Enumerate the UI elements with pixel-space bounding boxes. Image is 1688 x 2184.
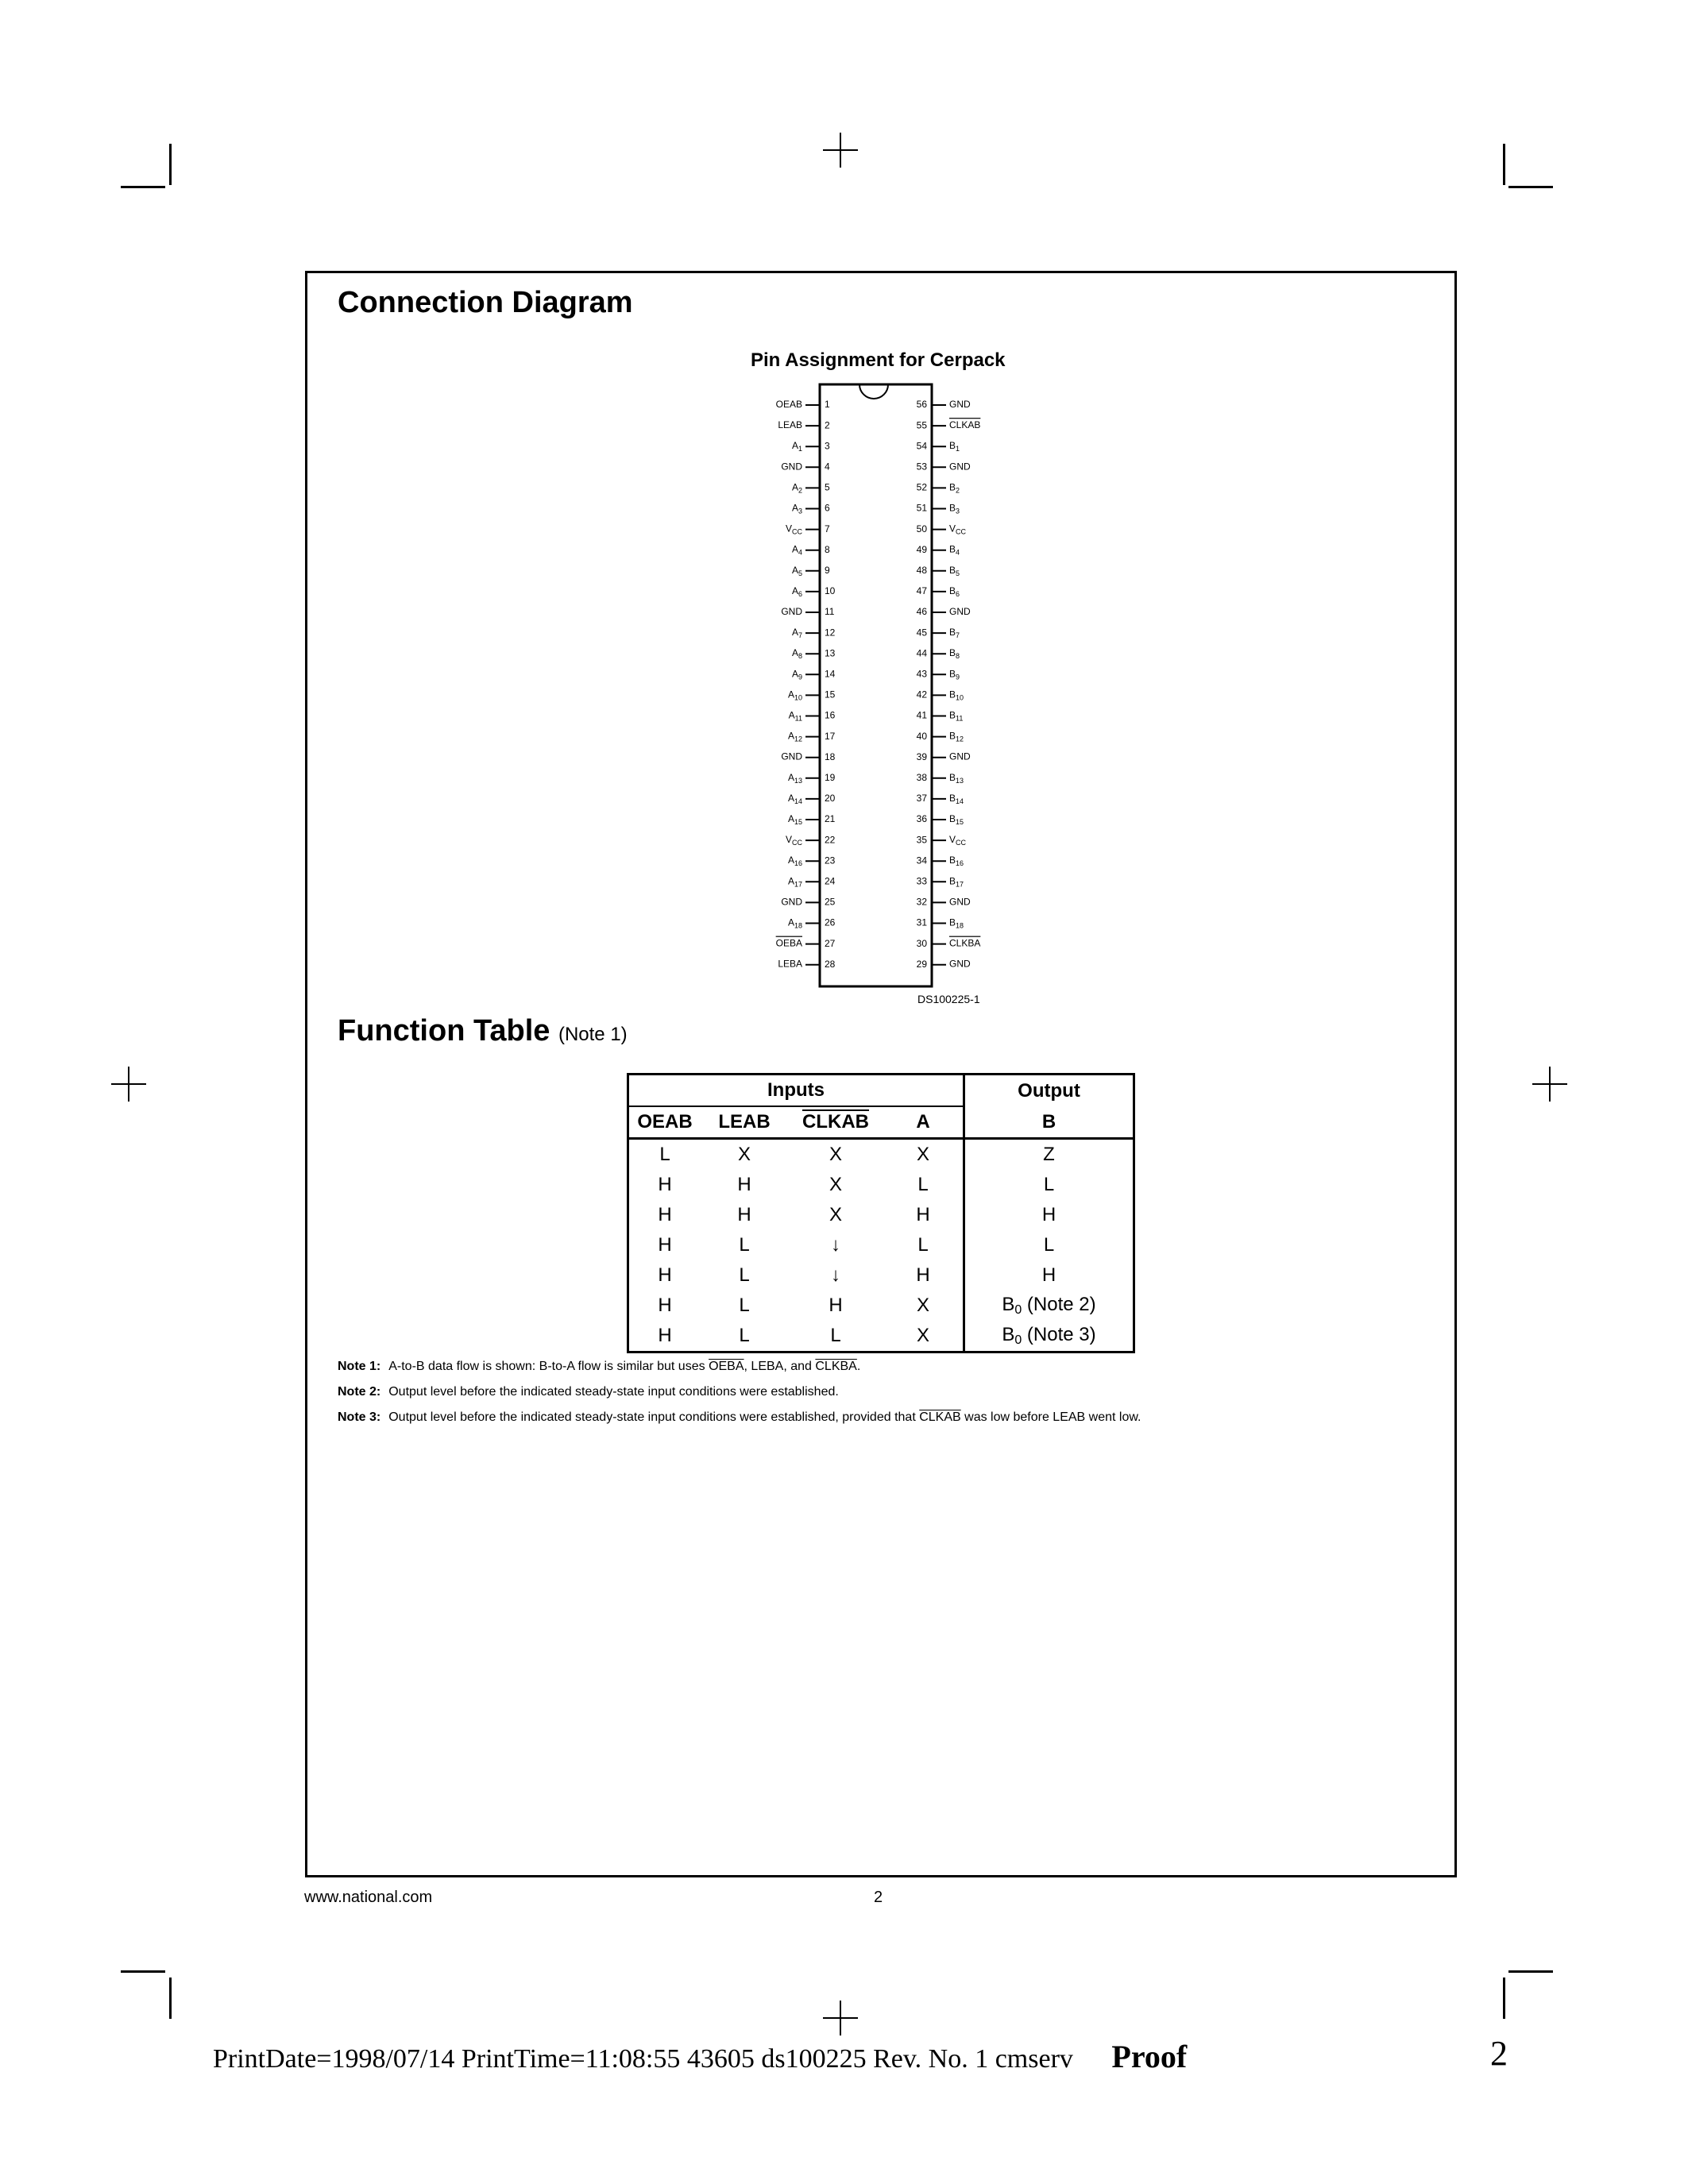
input-cell: X [829, 1144, 842, 1165]
pin-label: GND [949, 399, 971, 411]
input-cell: L [917, 1234, 929, 1256]
input-cell: X [829, 1204, 842, 1225]
pin-number: 56 [916, 399, 927, 411]
pin-label: $A_9$ [791, 668, 802, 681]
print-page-number: 2 [1490, 2034, 1508, 2073]
output-cell: $B_0$ (Note 3) [964, 1321, 1134, 1352]
pin-label: $B_3$ [949, 502, 960, 515]
pin-number: 9 [825, 564, 830, 576]
pin-label: GND [949, 896, 971, 908]
pin-label: GND [949, 461, 971, 473]
pin-assignment-diagram [0, 0, 1688, 1032]
pin-number: 41 [916, 709, 927, 721]
pin-number: 54 [916, 440, 927, 452]
pin-number: 20 [825, 793, 836, 805]
pin-label: $A_1$ [791, 440, 802, 453]
note-1: Note 1: A-to-B data flow is shown: B-to-A flow is similar but uses OEBA, LEBA, and CLKBA. [338, 1360, 861, 1373]
input-cell: ↓ [831, 1264, 840, 1286]
output-cell: L [964, 1230, 1134, 1260]
pin-label: $A_{13}$ [787, 771, 802, 785]
input-cell: L [830, 1325, 841, 1346]
pin-number: 16 [825, 709, 836, 721]
pin-label: $B_{15}$ [949, 813, 964, 827]
pin-label: $B_{13}$ [949, 771, 964, 785]
pin-number: 1 [825, 399, 830, 411]
pin-label: $V_{CC}$ [785, 834, 802, 847]
pin-number: 19 [825, 771, 836, 783]
proof-label: Proof [1111, 2039, 1188, 2074]
pin-number: 44 [916, 647, 927, 659]
input-cell: X [737, 1144, 751, 1165]
col-clkab: CLKAB [788, 1106, 883, 1139]
pin-label: $A_{14}$ [787, 793, 802, 806]
pin-number: 40 [916, 730, 927, 742]
pin-label: $A_7$ [791, 627, 802, 640]
pin-label: $A_{15}$ [787, 813, 802, 827]
input-cell: H [916, 1204, 930, 1225]
pin-number: 37 [916, 793, 927, 805]
table-row [628, 1200, 1134, 1230]
input-cell: L [659, 1144, 670, 1165]
input-cell: X [916, 1325, 929, 1346]
pin-number: 43 [916, 668, 927, 680]
pin-number: 26 [825, 916, 836, 928]
pin-number: 3 [825, 440, 830, 452]
pin-number: 28 [825, 958, 836, 970]
pin-number: 13 [825, 647, 836, 659]
pin-label: GND [949, 751, 971, 762]
pin-label: $B_9$ [949, 668, 960, 681]
input-cell: H [916, 1264, 930, 1286]
pin-label: $A_6$ [791, 585, 802, 599]
pin-number: 18 [825, 751, 836, 762]
pin-label: $B_2$ [949, 481, 960, 495]
pin-number: 4 [825, 461, 830, 473]
input-cell: L [739, 1264, 750, 1286]
output-cell: L [964, 1170, 1134, 1200]
registration-mark [1549, 1067, 1551, 1102]
output-cell: H [964, 1200, 1134, 1230]
input-cell: H [658, 1264, 672, 1286]
pin-number: 38 [916, 771, 927, 783]
pin-label: OEAB [775, 399, 802, 411]
pin-label: GND [949, 958, 971, 970]
col-b: B [964, 1106, 1134, 1139]
pin-number: 8 [825, 543, 830, 555]
pin-label: $A_{12}$ [787, 730, 802, 743]
pin-number: 52 [916, 481, 927, 493]
footer-page-number: 2 [874, 1889, 883, 1906]
ic-notch [859, 384, 888, 399]
col-a: A [883, 1106, 964, 1139]
pin-label: CLKBA [949, 937, 981, 949]
crop-mark [1503, 1978, 1505, 2019]
col-oeab: OEAB [628, 1106, 701, 1139]
input-cell: H [658, 1174, 672, 1195]
pin-number: 14 [825, 668, 836, 680]
input-cell: H [658, 1295, 672, 1316]
input-cell: X [829, 1174, 842, 1195]
pin-label: $B_{12}$ [949, 730, 964, 743]
crop-mark [1508, 1970, 1553, 1973]
input-cell: H [737, 1174, 751, 1195]
pin-label: $B_{16}$ [949, 855, 964, 868]
pin-number: 2 [825, 419, 830, 431]
pin-label: GND [949, 606, 971, 618]
pin-number: 5 [825, 481, 830, 493]
print-info-text: PrintDate=1998/07/14 PrintTime=11:08:55 43605 ds100225 Rev. No. 1 cmserv [213, 2044, 1073, 2074]
pin-label: OEBA [775, 937, 802, 949]
footer-url: www.national.com [304, 1889, 433, 1906]
print-info [213, 2038, 1187, 2075]
pin-number: 21 [825, 813, 836, 825]
function-table [627, 1073, 1135, 1353]
pin-number: 24 [825, 875, 836, 887]
pin-label: $B_8$ [949, 647, 960, 661]
pin-number: 36 [916, 813, 927, 825]
pin-label: GND [781, 461, 802, 473]
pin-label: LEBA [778, 958, 802, 970]
pin-number: 12 [825, 627, 836, 639]
section-title-connection-diagram: Connection Diagram [338, 286, 633, 319]
pin-number: 23 [825, 855, 836, 866]
pin-label: $B_4$ [949, 543, 960, 558]
pin-number: 31 [916, 916, 927, 928]
pin-label: $B_{18}$ [949, 916, 964, 930]
input-cell: X [916, 1144, 929, 1165]
pin-label: $B_5$ [949, 564, 960, 578]
pin-number: 10 [825, 585, 836, 597]
pin-number: 33 [916, 875, 927, 887]
pins-layer [776, 384, 981, 986]
pin-number: 45 [916, 627, 927, 639]
pin-label: $A_8$ [791, 647, 802, 661]
pin-label: $B_{11}$ [949, 709, 964, 723]
pin-number: 47 [916, 585, 927, 597]
diagram-caption: Pin Assignment for Cerpack [751, 349, 1006, 371]
pin-number: 6 [825, 502, 830, 514]
table-row [628, 1321, 1134, 1352]
pin-number: 25 [825, 896, 836, 908]
pin-number: 55 [916, 419, 927, 431]
pin-label: $A_{11}$ [788, 709, 802, 723]
pin-label: $B_6$ [949, 585, 960, 599]
input-cell: ↓ [831, 1234, 840, 1256]
input-cell: X [916, 1295, 929, 1316]
notes [338, 1354, 1141, 1430]
pin-number: 17 [825, 730, 836, 742]
pin-label: $A_4$ [791, 543, 802, 558]
col-leab: LEAB [701, 1106, 788, 1139]
pin-label: $V_{CC}$ [785, 523, 802, 536]
function-table-body [628, 1139, 1134, 1352]
pin-label: GND [781, 751, 802, 762]
function-table-note-ref: (Note 1) [558, 1024, 628, 1045]
function-table-title: Function Table [338, 1014, 550, 1048]
input-cell: H [658, 1325, 672, 1346]
output-cell: Z [964, 1139, 1134, 1171]
registration-mark [128, 1067, 129, 1102]
ic-body [820, 384, 932, 986]
pin-label: $A_{18}$ [787, 916, 802, 930]
pin-number: 46 [916, 606, 927, 618]
input-cell: H [829, 1295, 843, 1316]
pin-number: 11 [825, 606, 835, 618]
pin-label: $B_{14}$ [949, 793, 964, 806]
pin-number: 29 [916, 958, 927, 970]
pin-label: $A_{16}$ [787, 855, 802, 868]
pin-label: $A_2$ [791, 481, 802, 495]
pin-number: 49 [916, 543, 927, 555]
table-row [628, 1291, 1134, 1321]
input-cell: L [739, 1295, 750, 1316]
pin-number: 39 [916, 751, 927, 762]
input-cell: H [658, 1234, 672, 1256]
pin-label: GND [781, 606, 802, 618]
crop-mark [121, 1970, 165, 1973]
input-cell: L [917, 1174, 929, 1195]
pin-number: 53 [916, 461, 927, 473]
table-row [628, 1260, 1134, 1291]
pin-number: 32 [916, 896, 927, 908]
pin-label: $B_7$ [949, 627, 960, 640]
pin-number: 27 [825, 937, 836, 949]
pin-number: 30 [916, 937, 927, 949]
input-cell: L [739, 1325, 750, 1346]
table-row [628, 1170, 1134, 1200]
output-cell: H [964, 1260, 1134, 1291]
registration-mark [840, 2001, 841, 2035]
pin-label: $B_1$ [949, 440, 960, 453]
pin-label: $V_{CC}$ [949, 523, 967, 536]
pin-number: 50 [916, 523, 927, 534]
inputs-header: Inputs [628, 1075, 964, 1107]
pin-label: GND [781, 896, 802, 908]
pin-label: LEAB [778, 419, 802, 431]
table-row [628, 1139, 1134, 1171]
pin-label: $B_{10}$ [949, 689, 964, 702]
pin-number: 22 [825, 834, 836, 846]
diagram-id-label: DS100225-1 [917, 993, 980, 1005]
pin-label: $A_{17}$ [787, 875, 802, 889]
crop-mark [169, 1978, 172, 2019]
pin-number: 51 [916, 502, 927, 514]
note-2: Note 2: Output level before the indicated steady-state input conditions were established. [338, 1385, 839, 1399]
pin-number: 15 [825, 689, 836, 700]
input-cell: H [658, 1204, 672, 1225]
pin-number: 34 [916, 855, 927, 866]
pin-number: 42 [916, 689, 927, 700]
pin-label: $A_5$ [791, 564, 802, 578]
input-cell: L [739, 1234, 750, 1256]
input-cell: H [737, 1204, 751, 1225]
pin-label: $V_{CC}$ [949, 834, 967, 847]
output-header: Output [964, 1075, 1134, 1107]
pin-label: $B_{17}$ [949, 875, 964, 889]
pin-label: CLKAB [949, 419, 981, 431]
section-title-function-table [338, 1014, 628, 1048]
table-row [628, 1230, 1134, 1260]
note-3: Note 3: Output level before the indicated steady-state input conditions were established, provided that CLKAB was low before LEAB went low. [338, 1410, 1141, 1424]
pin-number: 7 [825, 523, 830, 534]
pin-label: $A_{10}$ [787, 689, 802, 702]
output-cell: $B_0$ (Note 2) [964, 1291, 1134, 1321]
pin-number: 48 [916, 564, 927, 576]
pin-number: 35 [916, 834, 927, 846]
pin-label: $A_3$ [791, 502, 802, 515]
